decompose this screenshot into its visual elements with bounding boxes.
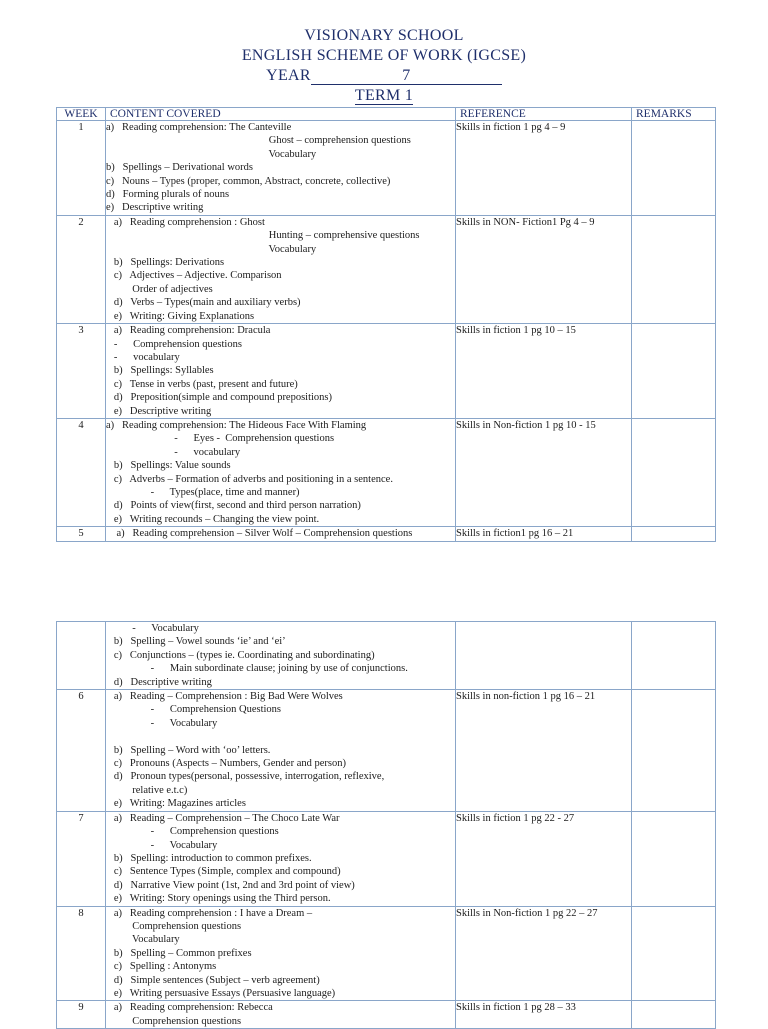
week-number: 9	[57, 1001, 106, 1029]
content-line: - Eyes - Comprehension questions	[106, 433, 335, 445]
content-line: c) Pronouns (Aspects – Numbers, Gender and person)	[106, 758, 346, 770]
document-header	[0, 26, 768, 106]
content-line: c) Spelling : Antonyms	[106, 961, 217, 973]
week-number	[57, 622, 106, 690]
year-label: YEAR	[266, 67, 311, 84]
content-line: relative e.t.c)	[106, 784, 188, 796]
reference-cell: Skills in fiction 1 pg 4 – 9	[456, 121, 632, 216]
content-line: b) Spelling – Common prefixes	[106, 947, 252, 959]
table-row	[57, 418, 716, 526]
content-cell	[106, 622, 456, 690]
term-label: TERM 1	[354, 87, 414, 104]
content-line: Comprehension questions	[106, 1015, 242, 1027]
content-line: Vocabulary	[106, 148, 317, 160]
week-number: 4	[57, 418, 106, 526]
week-number: 6	[57, 690, 106, 812]
document-title: ENGLISH SCHEME OF WORK (IGCSE)	[241, 47, 527, 64]
content-line: a) Reading comprehension : Ghost	[106, 216, 265, 228]
content-line: - vocabulary	[106, 446, 241, 458]
content-line: d) Pronoun types(personal, possessive, interrogation, reflexive,	[106, 771, 385, 783]
content-line: c) Conjunctions – (types ie. Coordinating and subordinating)	[106, 649, 375, 661]
content-line: a) Reading comprehension: The Canteville	[106, 122, 292, 133]
content-line: b) Spelling: introduction to common prefixes.	[106, 852, 312, 864]
scheme-table-term1	[56, 107, 716, 542]
remarks-cell	[632, 690, 716, 812]
content-cell	[106, 906, 456, 1001]
table-row	[57, 690, 716, 812]
year-value: 7	[311, 67, 502, 85]
remarks-cell	[632, 324, 716, 419]
remarks-header: REMARKS	[632, 108, 716, 121]
week-number: 8	[57, 906, 106, 1001]
content-line: c) Sentence Types (Simple, complex and compound)	[106, 866, 341, 878]
content-line: e) Writing: Story openings using the Third person.	[106, 893, 331, 905]
content-line: - Main subordinate clause; joining by use of conjunctions.	[106, 663, 408, 675]
content-line: b) Spellings: Derivations	[106, 257, 225, 269]
content-line: - Types(place, time and manner)	[106, 486, 300, 498]
table-row	[57, 121, 716, 216]
content-line: a) Reading comprehension: Rebecca	[106, 1002, 273, 1014]
table-row	[57, 622, 716, 690]
content-line: b) Spellings: Syllables	[106, 365, 214, 377]
content-line: a) Reading comprehension – Silver Wolf – Comprehension questions	[106, 528, 413, 540]
reference-cell	[456, 622, 632, 690]
remarks-cell	[632, 622, 716, 690]
reference-cell: Skills in non-fiction 1 pg 16 – 21	[456, 690, 632, 812]
scheme-table-continued	[56, 621, 716, 1029]
content-line: c) Nouns – Types (proper, common, Abstract, concrete, collective)	[106, 175, 391, 187]
remarks-cell	[632, 527, 716, 541]
content-line: e) Writing: Magazines articles	[106, 798, 246, 810]
content-line: c) Adjectives – Adjective. Comparison	[106, 270, 282, 282]
content-cell	[106, 1001, 456, 1029]
content-line: a) Reading comprehension: The Hideous Face With Flaming	[106, 419, 367, 431]
table-row	[57, 215, 716, 323]
reference-cell: Skills in Non-fiction 1 pg 10 - 15	[456, 418, 632, 526]
school-name: VISIONARY SCHOOL	[304, 27, 464, 44]
content-line: b) Spelling – Word with ‘oo’ letters.	[106, 744, 271, 756]
week-number: 5	[57, 527, 106, 541]
table-row	[57, 906, 716, 1001]
content-line: - Comprehension questions	[106, 826, 279, 838]
table-row	[57, 1001, 716, 1029]
table-body	[57, 121, 716, 542]
content-header: CONTENT COVERED	[106, 108, 456, 121]
content-line: d) Forming plurals of nouns	[106, 189, 230, 201]
reference-cell: Skills in NON- Fiction1 Pg 4 – 9	[456, 215, 632, 323]
content-line: - Vocabulary	[106, 839, 218, 851]
content-line: - Vocabulary	[106, 623, 199, 634]
content-line: b) Spellings: Value sounds	[106, 460, 231, 472]
content-line: - Comprehension Questions	[106, 704, 281, 716]
content-line: c) Tense in verbs (past, present and future)	[106, 378, 298, 390]
content-line: Ghost – comprehension questions	[106, 135, 411, 147]
table-row	[57, 324, 716, 419]
week-number: 1	[57, 121, 106, 216]
content-line: b) Spelling – Vowel sounds ‘ie’ and ‘ei’	[106, 636, 286, 648]
content-line: d) Points of view(first, second and third person narration)	[106, 500, 361, 512]
table-body-continued	[57, 622, 716, 1029]
content-line: e) Writing recounds – Changing the view point.	[106, 513, 320, 525]
content-cell	[106, 811, 456, 906]
content-line: e) Writing persuasive Essays (Persuasive language)	[106, 987, 336, 999]
content-line: a) Reading comprehension: Dracula	[106, 325, 271, 337]
content-line: - Comprehension questions	[106, 338, 242, 350]
content-line: d) Preposition(simple and compound prepositions)	[106, 392, 333, 404]
year-line	[0, 66, 768, 86]
content-line: e) Descriptive writing	[106, 405, 212, 417]
content-cell	[106, 418, 456, 526]
reference-cell: Skills in fiction 1 pg 22 - 27	[456, 811, 632, 906]
content-line: - vocabulary	[106, 351, 180, 363]
content-cell	[106, 690, 456, 812]
content-line: e) Writing: Giving Explanations	[106, 310, 255, 322]
table-row	[57, 811, 716, 906]
content-line: a) Reading comprehension : I have a Dream –	[106, 907, 313, 919]
content-line: d) Narrative View point (1st, 2nd and 3rd point of view)	[106, 879, 355, 891]
remarks-cell	[632, 1001, 716, 1029]
content-cell	[106, 215, 456, 323]
content-line: - Vocabulary	[106, 717, 218, 729]
reference-cell: Skills in fiction 1 pg 10 – 15	[456, 324, 632, 419]
remarks-cell	[632, 215, 716, 323]
week-number: 2	[57, 215, 106, 323]
content-line: c) Adverbs – Formation of adverbs and positioning in a sentence.	[106, 473, 393, 485]
content-line: e) Descriptive writing	[106, 202, 204, 214]
content-line: d) Descriptive writing	[106, 676, 212, 688]
remarks-cell	[632, 121, 716, 216]
content-cell	[106, 324, 456, 419]
content-line: b) Spellings – Derivational words	[106, 162, 253, 174]
content-cell	[106, 121, 456, 216]
content-line: a) Reading – Comprehension – The Choco Late War	[106, 812, 340, 824]
reference-header: REFERENCE	[456, 108, 632, 121]
table-row	[57, 527, 716, 541]
remarks-cell	[632, 811, 716, 906]
content-line: d) Verbs – Types(main and auxiliary verbs)	[106, 297, 301, 309]
table-header-row	[57, 108, 716, 121]
reference-cell: Skills in fiction1 pg 16 – 21	[456, 527, 632, 541]
remarks-cell	[632, 418, 716, 526]
reference-cell: Skills in Non-fiction 1 pg 22 – 27	[456, 906, 632, 1001]
content-line: Order of adjectives	[106, 283, 213, 295]
week-number: 3	[57, 324, 106, 419]
content-line: Comprehension questions	[106, 920, 242, 932]
content-line: Vocabulary	[106, 243, 317, 255]
content-cell	[106, 527, 456, 541]
content-line: Hunting – comprehensive questions	[106, 230, 420, 242]
week-number: 7	[57, 811, 106, 906]
reference-cell: Skills in fiction 1 pg 28 – 33	[456, 1001, 632, 1029]
content-line: a) Reading – Comprehension : Big Bad Were Wolves	[106, 691, 343, 703]
term-heading	[0, 86, 768, 106]
content-line: d) Simple sentences (Subject – verb agreement)	[106, 974, 320, 986]
content-line	[106, 730, 455, 743]
remarks-cell	[632, 906, 716, 1001]
week-header: WEEK	[57, 108, 106, 121]
content-line: Vocabulary	[106, 934, 180, 946]
